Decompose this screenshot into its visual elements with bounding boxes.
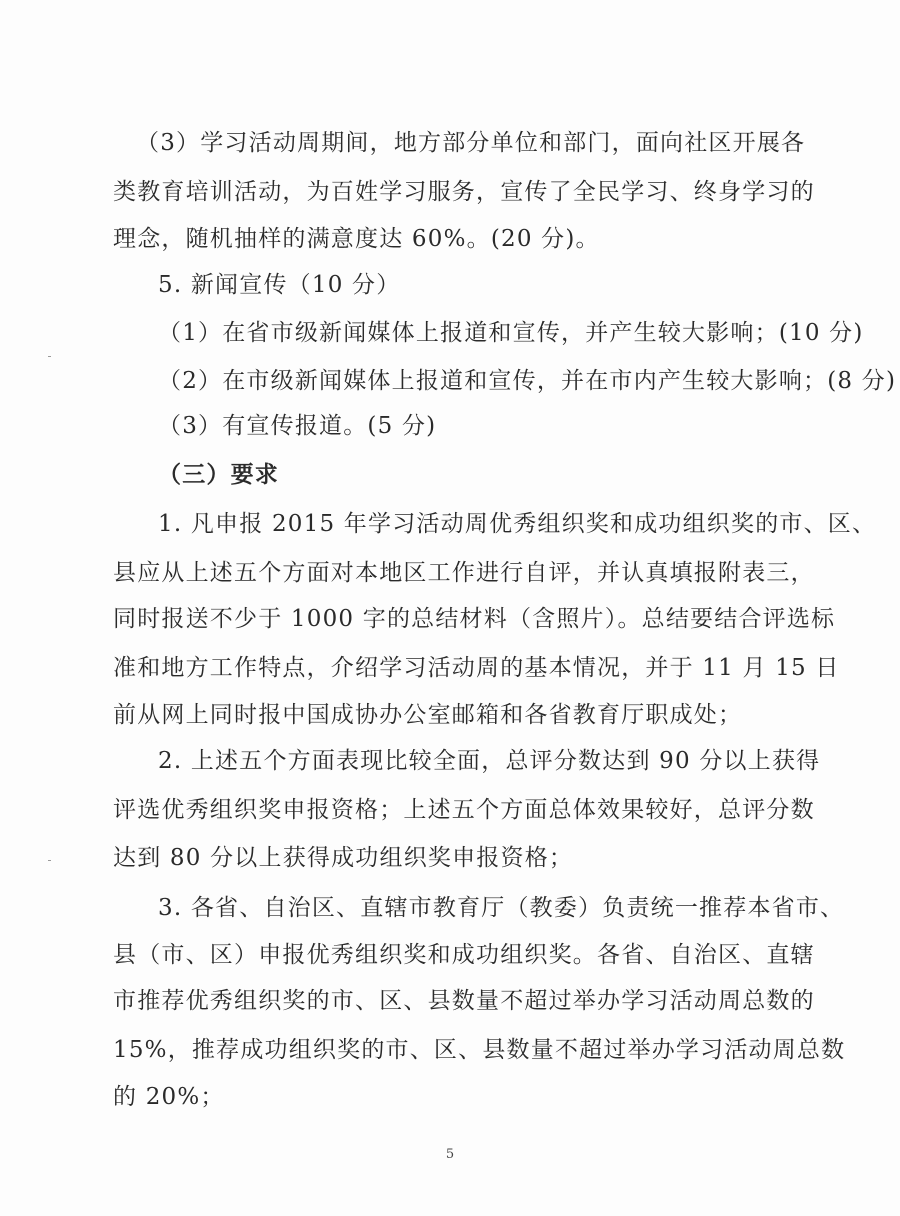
scan-margin-mark [48, 860, 51, 861]
text-line: （1）在省市级新闻媒体上报道和宣传，并产生较大影响；(10 分) [158, 320, 864, 346]
text-line: 3. 各省、自治区、直辖市教育厅（教委）负责统一推荐本省市、 [158, 895, 845, 921]
text-line: 同时报送不少于 1000 字的总结材料（含照片）。总结要结合评选标 [113, 606, 836, 632]
text-line: 理念，随机抽样的满意度达 60%。(20 分)。 [113, 226, 600, 252]
text-line: 达到 80 分以上获得成功组织奖申报资格； [113, 845, 574, 871]
text-line: 1. 凡申报 2015 年学习活动周优秀组织奖和成功组织奖的市、区、 [158, 511, 877, 537]
scan-margin-mark [48, 356, 51, 357]
text-line: 类教育培训活动，为百姓学习服务，宣传了全民学习、终身学习的 [113, 179, 815, 205]
text-line: 准和地方工作特点，介绍学习活动周的基本情况，并于 11 月 15 日 [113, 655, 840, 681]
text-line: 5. 新闻宣传（10 分） [158, 272, 401, 298]
text-line: （3）学习活动周期间，地方部分单位和部门，面向社区开展各 [136, 130, 806, 156]
page-number: 5 [445, 1147, 455, 1162]
text-line: 的 20%； [113, 1084, 225, 1110]
text-line: 15%，推荐成功组织奖的市、区、县数量不超过举办学习活动周总数 [113, 1037, 846, 1063]
text-line: 县应从上述五个方面对本地区工作进行自评，并认真填报附表三， [113, 560, 815, 586]
text-line: 市推荐优秀组织奖的市、区、县数量不超过举办学习活动周总数的 [113, 988, 815, 1014]
text-line: （3）有宣传报道。(5 分) [158, 413, 437, 439]
text-line: （2）在市级新闻媒体上报道和宣传，并在市内产生较大影响；(8 分) [158, 368, 897, 394]
text-line: 前从网上同时报中国成协办公室邮箱和各省教育厅职成处； [113, 702, 743, 728]
text-line: 评选优秀组织奖申报资格；上述五个方面总体效果较好，总评分数 [113, 797, 815, 823]
text-line: 县（市、区）申报优秀组织奖和成功组织奖。各省、自治区、直辖 [113, 942, 815, 968]
section-heading: （三）要求 [158, 461, 279, 488]
text-line: 2. 上述五个方面表现比较全面，总评分数达到 90 分以上获得 [158, 748, 821, 774]
